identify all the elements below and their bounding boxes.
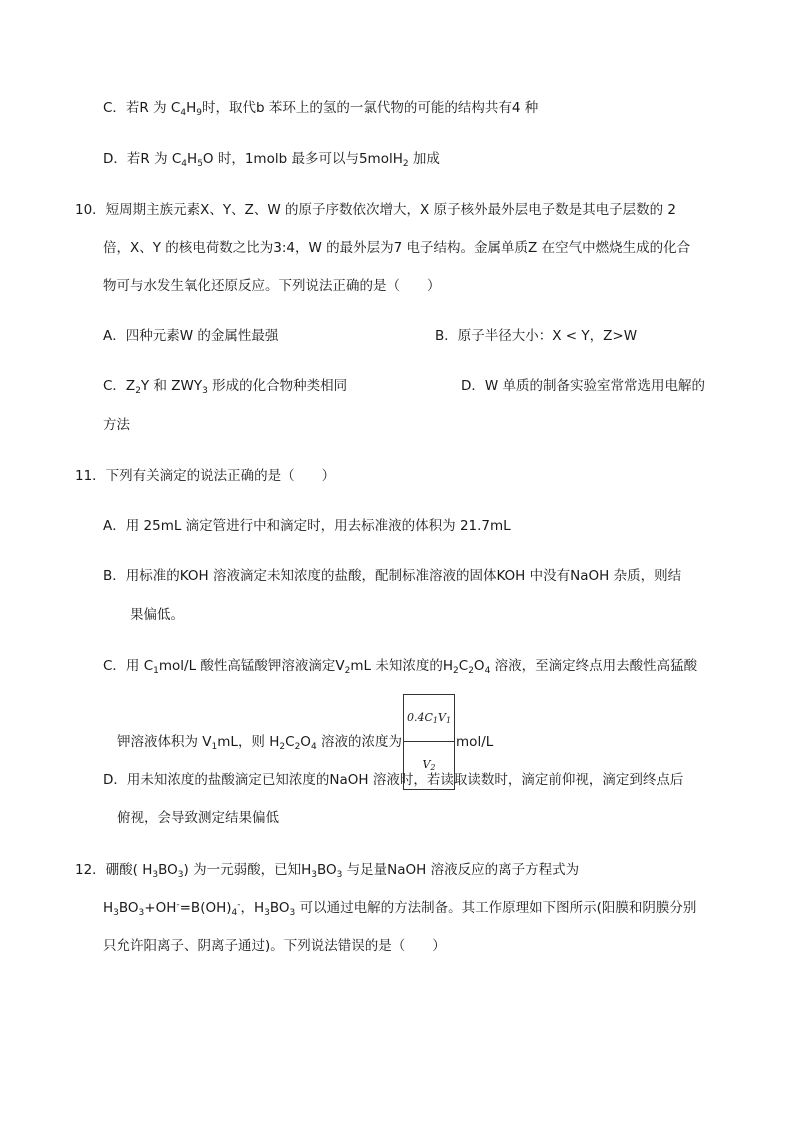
q10-option-c: C．$Z_2Y$ 和 $ZWY_3$ 形成的化合物种类相同 [103, 378, 348, 396]
fraction-denominator: $V_2$ [422, 758, 436, 772]
q10-option-d-cont: 方法 [103, 417, 130, 433]
q11-option-d: D．用未知浓度的盐酸滴定已知浓度的NaOH 溶液时，若读取读数时，滴定前仰视，滴定到终点后 [103, 772, 684, 788]
q10-stem-line-2: 倍，X、Y 的核电荷数之比为3:4，W 的最外层为7 电子结构。金属单质Z 在空气中燃烧生成的化合 [103, 240, 691, 256]
q12-stem-line-2: $H_3BO_3+OH^-=B(OH)_4^-$，$H_3BO_3$ 可以通过电解的方法制备。其工作原理如下图所示(阳膜和阴膜分别 [103, 900, 697, 918]
q11-option-b: B．用标准的KOH 溶液滴定未知浓度的盐酸，配制标准溶液的固体KOH 中没有NaOH 杂质，则结 [103, 568, 682, 584]
q10-stem-line-3: 物可与水发生氧化还原反应。下列说法正确的是（ ） [103, 278, 441, 294]
q11-option-c: C．用 $C_1mol/L$ 酸性高锰酸钾溶液滴定$V_2mL$ 未知浓度的$H_2C_2O_4$ 溶液，至滴定终点用去酸性高猛酸 [103, 658, 698, 676]
q11-option-b-cont: 果偏低。 [130, 607, 184, 623]
q9-option-d: D．若R 为 $C_4H_5O$ 时，1molb 最多可以与5molH$_2$ 加成 [103, 151, 440, 169]
q11-stem: 11．下列有关滴定的说法正确的是（ ） [75, 468, 336, 484]
q10-option-a: A．四种元素W 的金属性最强 [103, 328, 279, 344]
q11-option-a: A．用 25mL 滴定管进行中和滴定时，用去标准液的体积为 21.7mL [103, 518, 511, 534]
q12-stem-line-1: 12．硼酸( $H_3BO_3$) 为一元弱酸，已知$H_3BO_3$ 与足量NaOH 溶液反应的离子方程式为 [75, 862, 580, 880]
q11-option-d-cont: 俯视，会导致测定结果偏低 [117, 810, 279, 826]
q9-option-c: C．若R 为 $C_4H_9$时，取代b 苯环上的氢的一氯代物的可能的结构共有4 种 [103, 100, 539, 118]
fraction-numerator: $0.4C_1V_1$ [404, 695, 454, 742]
q11-option-c-cont: 钾溶液体积为 $V_1mL$，则 $H_2C_2O_4$ 溶液的浓度为 $\frac{0.4C_1V_1}{V_2}$ mol/L [117, 694, 493, 790]
q10-stem-line-1: 10．短周期主族元素X、Y、Z、W 的原子序数依次增大，X 原子核外最外层电子数是其电子层数的 2 [75, 202, 676, 218]
q12-stem-line-3: 只允许阳离子、阴离子通过)。下列说法错误的是（ ） [103, 938, 446, 954]
q10-option-b: B．原子半径大小：X < Y，Z>W [435, 328, 638, 344]
q10-option-d: D．W 单质的制备实验室常常选用电解的 [461, 378, 706, 394]
